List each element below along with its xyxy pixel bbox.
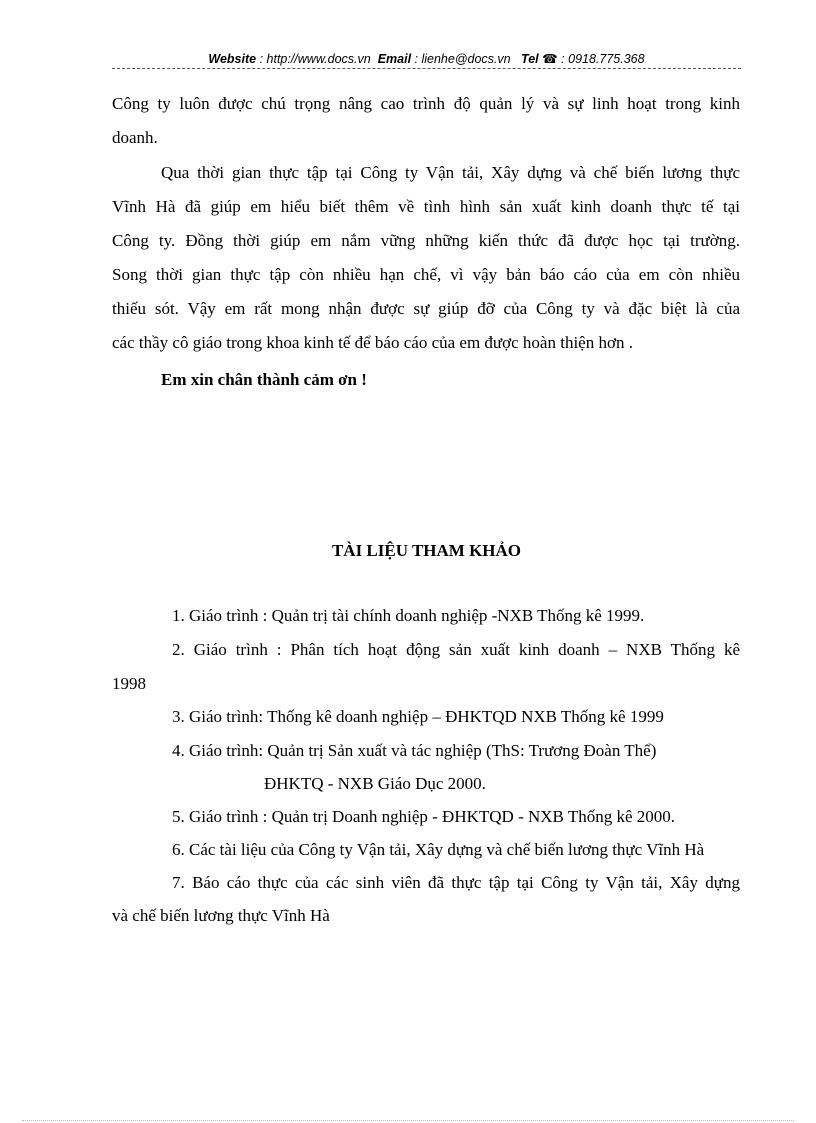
email-value[interactable]: lienhe@docs.vn [421,52,511,66]
reference-item-7-line-1: 7. Báo cáo thực của các sinh viên đã thực tập tại Công ty Vận tải, Xây dựng [172,873,740,892]
tel-label: Tel [521,52,539,66]
reference-item-2-line-1: 2. Giáo trình : Phân tích hoạt động sản xuất kinh doanh – NXB Thống kê [172,640,740,659]
body-paragraph-2-line-5: thiếu sót. Vậy em rất mong nhận được sự giúp đỡ của Công ty và đặc biệt là của [112,299,740,318]
reference-item-7-line-2: và chế biến lương thực Vĩnh Hà [112,906,330,925]
tel-value: 0918.775.368 [568,52,645,66]
reference-item-1: 1. Giáo trình : Quản trị tài chính doanh nghiệp -NXB Thống kê 1999. [172,606,645,625]
body-paragraph-1-line-2: doanh. [112,128,158,147]
body-paragraph-2-line-2: Vĩnh Hà đã giúp em hiểu biết thêm về tình hình sản xuất kinh doanh thực tế tại [112,197,740,216]
body-paragraph-2-line-3: Công ty. Đồng thời giúp em nắm vững những kiến thức đã được học tại trường. [112,231,740,250]
body-paragraph-2-line-1: Qua thời gian thực tập tại Công ty Vận tải, Xây dựng và chế biến lương thực [161,163,740,182]
closing-thanks: Em xin chân thành cảm ơn ! [161,370,367,389]
reference-item-5: 5. Giáo trình : Quản trị Doanh nghiệp - ĐHKTQD - NXB Thống kê 2000. [172,807,676,826]
email-label: Email [377,52,412,66]
website-url[interactable]: http://www.docs.vn [266,52,371,66]
page-bottom-divider [22,1120,794,1121]
body-paragraph-1-line-1: Công ty luôn được chú trọng nâng cao trình độ quản lý và sự linh hoạt trong kinh [112,94,740,113]
reference-item-2-line-2: 1998 [112,674,146,693]
reference-item-4-line-2: ĐHKTQ - NXB Giáo Dục 2000. [264,774,486,793]
reference-item-4-line-1: 4. Giáo trình: Quản trị Sản xuất và tác nghiệp (ThS: Trương Đoàn Thể) [172,741,657,760]
website-separator: : [256,52,267,66]
email-separator: : [411,52,422,66]
header-divider [112,68,741,69]
website-label: Website [208,52,257,66]
tel-separator: : [557,52,569,66]
references-title: TÀI LIỆU THAM KHẢO [331,541,522,560]
reference-item-6: 6. Các tài liệu của Công ty Vận tải, Xây dựng và chế biến lương thực Vĩnh Hà [172,840,705,859]
phone-icon: ☎ [542,52,558,66]
body-paragraph-2-line-6: các thầy cô giáo trong khoa kinh tế để báo cáo của em được hoàn thiện hơn . [112,333,633,352]
body-paragraph-2-line-4: Song thời gian thực tập còn nhiều hạn chế, vì vậy bản báo cáo của em còn nhiều [112,265,740,284]
page-header [112,50,741,68]
reference-item-3: 3. Giáo trình: Thống kê doanh nghiệp – ĐHKTQD NXB Thống kê 1999 [172,707,664,726]
